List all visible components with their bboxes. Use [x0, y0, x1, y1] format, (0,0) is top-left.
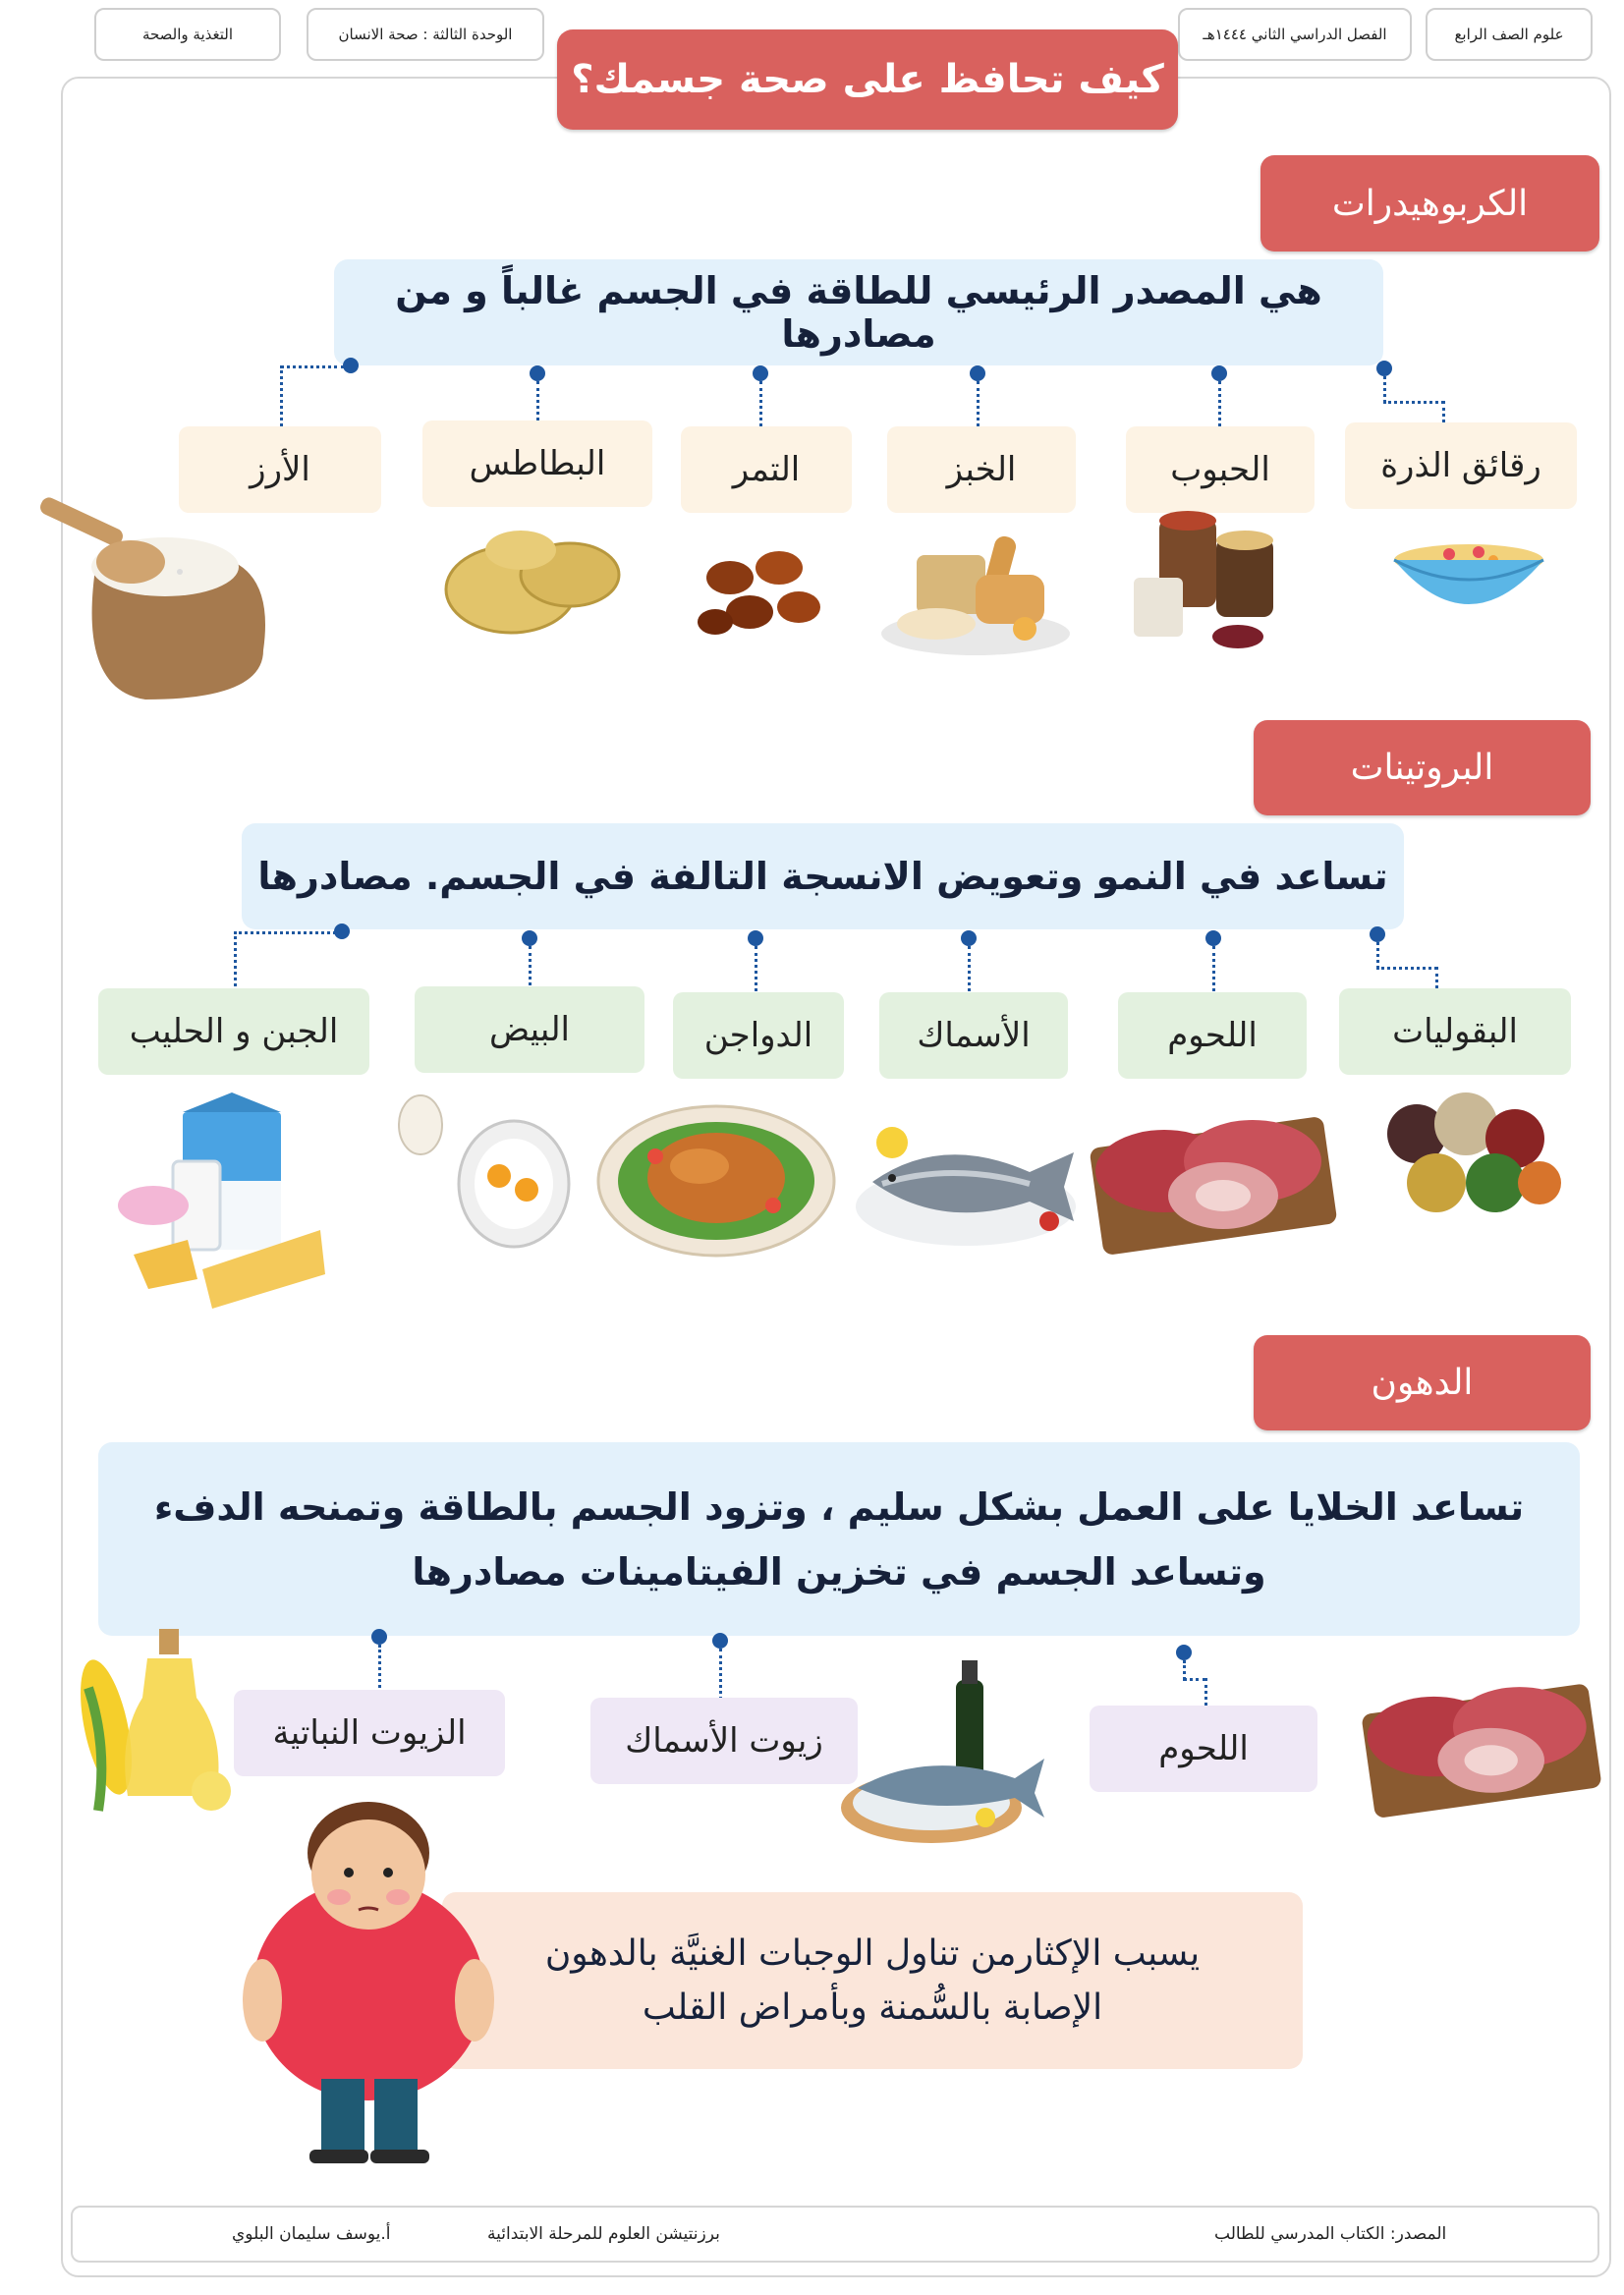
connector-dot	[970, 365, 985, 381]
connector-line	[1218, 381, 1221, 426]
connector-line	[280, 365, 345, 368]
connector-line	[1383, 401, 1444, 404]
fats-description: تساعد الخلايا على العمل بشكل سليم ، وتزود الجسم بالطاقة وتمنحه الدفء وتساعد الجسم في تخزين الفيتامينات مصادرها	[98, 1442, 1580, 1636]
footer-source: المصدر: الكتاب المدرسي للطالب	[1214, 2224, 1447, 2244]
grains-icon	[1130, 499, 1297, 661]
carb-source-cornflakes: رقائق الذرة	[1345, 422, 1577, 509]
legumes-icon	[1368, 1085, 1566, 1222]
connector-dot	[334, 924, 350, 939]
connector-line	[378, 1645, 381, 1694]
connector-line	[1383, 376, 1386, 403]
carb-source-rice: الأرز	[179, 426, 381, 513]
connector-dot	[522, 930, 537, 946]
connector-dot	[1205, 930, 1221, 946]
cornflakes-bowl-icon	[1390, 531, 1547, 629]
carb-source-potatoes: البطاطس	[422, 420, 652, 507]
fat-source-meat: اللحوم	[1090, 1706, 1317, 1792]
section-heading-proteins: البروتينات	[1254, 720, 1591, 815]
fat-source-vegetable-oil: الزيوت النباتية	[234, 1690, 505, 1776]
header-subject: علوم الصف الرابع	[1426, 8, 1593, 61]
fish-icon	[853, 1113, 1079, 1251]
connector-dot	[748, 930, 763, 946]
connector-line	[1212, 946, 1215, 991]
connector-line	[529, 946, 532, 991]
warning-box: يسبب الإكثارمن تناول الوجبات الغنيَّة بالدهون الإصابة بالسُّمنة وبأمراض القلب	[442, 1892, 1303, 2069]
protein-source-legumes: البقوليات	[1339, 988, 1571, 1075]
page-title: كيف تحافظ على صحة جسمك؟	[557, 29, 1178, 130]
connector-dot	[530, 365, 545, 381]
connector-dot	[371, 1629, 387, 1645]
connector-line	[1376, 967, 1437, 970]
connector-line	[759, 381, 762, 426]
connector-line	[1376, 942, 1379, 969]
connector-line	[1183, 1660, 1186, 1680]
section-heading-carbs: الكربوهيدرات	[1260, 155, 1599, 252]
vegetable-oil-icon	[79, 1629, 234, 1816]
connector-dot	[712, 1633, 728, 1649]
connector-line	[977, 381, 980, 426]
roast-chicken-icon	[596, 1097, 837, 1258]
rice-sack-icon	[37, 503, 283, 704]
meat-icon	[1354, 1660, 1609, 1818]
connector-line	[719, 1649, 722, 1700]
proteins-description: تساعد في النمو وتعويض الانسجة التالفة في الجسم. مصادرها	[242, 823, 1404, 929]
connector-line	[1204, 1678, 1207, 1706]
dates-icon	[691, 538, 828, 646]
bread-icon	[877, 516, 1074, 658]
section-heading-fats: الدهون	[1254, 1335, 1591, 1430]
carbs-description: هي المصدر الرئيسي للطاقة في الجسم غالباً و من مصادرها	[334, 259, 1383, 365]
protein-source-cheese-milk: الجبن و الحليب	[98, 988, 369, 1075]
connector-dot	[1176, 1645, 1192, 1660]
fish-oil-icon	[838, 1660, 1049, 1847]
connector-line	[234, 931, 237, 992]
connector-dot	[343, 358, 359, 373]
protein-source-fish: الأسماك	[879, 992, 1068, 1079]
potatoes-icon	[442, 521, 629, 639]
carb-source-dates: التمر	[681, 426, 852, 513]
meat-icon	[1086, 1092, 1341, 1255]
connector-dot	[1370, 926, 1385, 942]
connector-line	[234, 931, 336, 934]
connector-dot	[961, 930, 977, 946]
footer-brand: برزنتيشن العلوم للمرحلة الابتدائية	[487, 2224, 720, 2244]
carb-source-bread: الخبز	[887, 426, 1076, 513]
connector-dot	[1376, 361, 1392, 376]
protein-source-eggs: البيض	[415, 986, 644, 1073]
eggs-icon	[391, 1086, 573, 1253]
header-topic: التغذية والصحة	[94, 8, 281, 61]
protein-source-meat: اللحوم	[1118, 992, 1307, 1079]
protein-source-poultry: الدواجن	[673, 992, 844, 1079]
connector-line	[280, 365, 283, 426]
connector-line	[1183, 1678, 1206, 1681]
header-semester: الفصل الدراسي الثاني ١٤٤٤هـ	[1178, 8, 1412, 61]
milk-cheese-icon	[114, 1092, 335, 1318]
connector-dot	[753, 365, 768, 381]
connector-line	[968, 946, 971, 991]
connector-dot	[1211, 365, 1227, 381]
carb-source-grains: الحبوب	[1126, 426, 1315, 513]
overweight-boy-icon	[241, 1804, 501, 2167]
header-unit: الوحدة الثالثة : صحة الانسان	[307, 8, 544, 61]
footer-author: أ.يوسف سليمان البلوي	[232, 2224, 391, 2244]
connector-line	[755, 946, 757, 991]
fat-source-fish-oil: زيوت الأسماك	[590, 1698, 858, 1784]
